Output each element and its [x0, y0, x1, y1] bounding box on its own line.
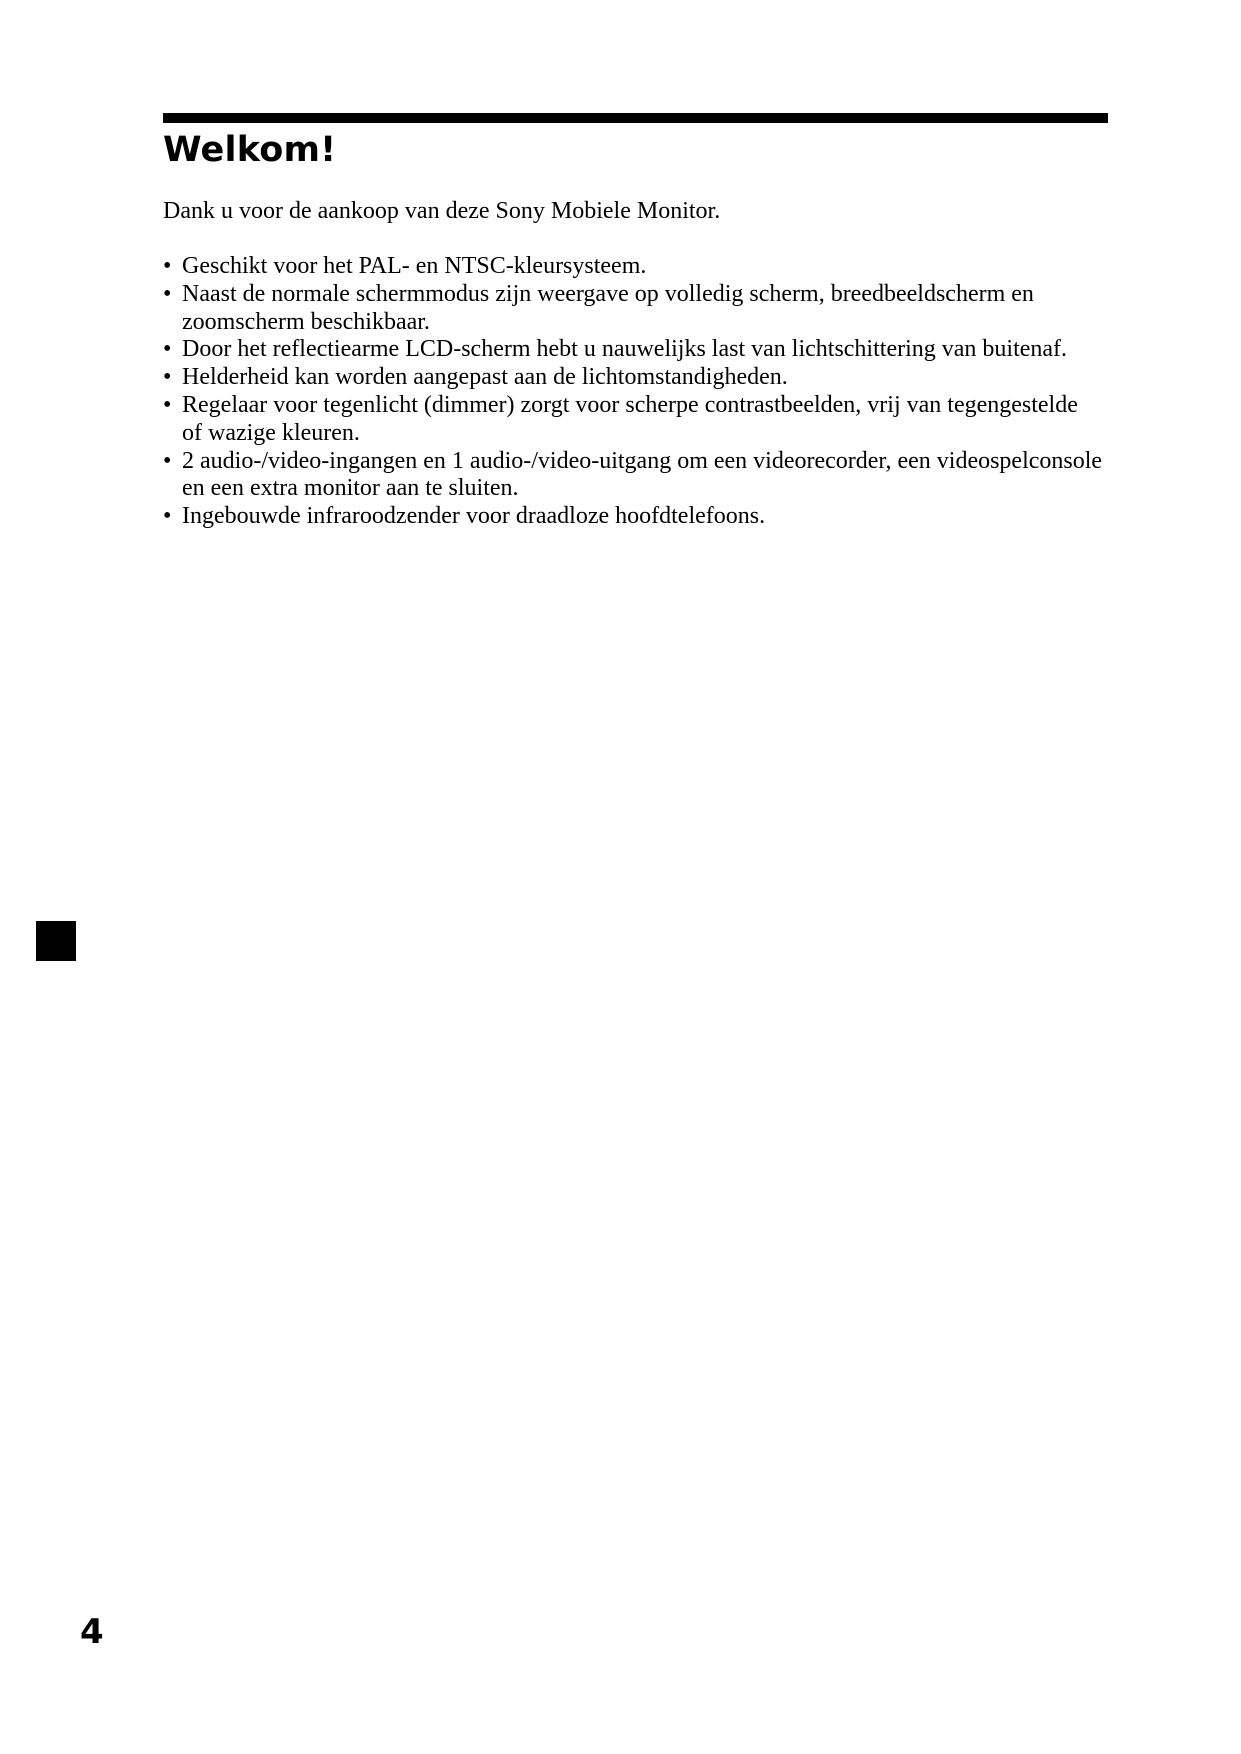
bullet-icon: •: [163, 503, 172, 530]
list-item: [163, 281, 1103, 337]
list-item: [163, 503, 1103, 531]
list-item: [163, 253, 1103, 281]
intro-paragraph: Dank u voor de aankoop van deze Sony Mobiele Monitor.: [163, 198, 721, 224]
bullet-icon: •: [163, 447, 172, 474]
page-title: Welkom!: [163, 130, 337, 170]
bullet-icon: •: [163, 364, 172, 391]
feature-text: Regelaar voor tegenlicht (dimmer) zorgt voor scherpe contrastbeelden, vrij van tegengestelde of wazige kleuren.: [182, 391, 1078, 446]
section-top-rule: [163, 113, 1108, 123]
feature-text: Geschikt voor het PAL- en NTSC-kleursysteem.: [182, 253, 647, 279]
bullet-icon: •: [163, 391, 172, 418]
section-tab-marker: [36, 921, 76, 961]
list-item: [163, 448, 1103, 504]
feature-list: [163, 253, 1103, 531]
list-item: [163, 364, 1103, 392]
bullet-icon: •: [163, 253, 172, 279]
bullet-icon: •: [163, 280, 172, 307]
feature-text: 2 audio-/video-ingangen en 1 audio-/video-uitgang om een videorecorder, een videospelconsole en een extra monitor aan te sluiten.: [182, 447, 1103, 502]
feature-text: Ingebouwde infraroodzender voor draadloze hoofdtelefoons.: [182, 503, 766, 530]
list-item: [163, 336, 1103, 364]
feature-text: Naast de normale schermmodus zijn weergave op volledig scherm, breedbeeldscherm en zoomscherm beschikbaar.: [182, 280, 1034, 335]
list-item: [163, 392, 1103, 448]
page-number: 4: [80, 1612, 104, 1652]
feature-text: Door het reflectiearme LCD-scherm hebt u nauwelijks last van lichtschittering van buitenaf.: [182, 336, 1068, 363]
bullet-icon: •: [163, 336, 172, 363]
feature-text: Helderheid kan worden aangepast aan de lichtomstandigheden.: [182, 364, 788, 391]
